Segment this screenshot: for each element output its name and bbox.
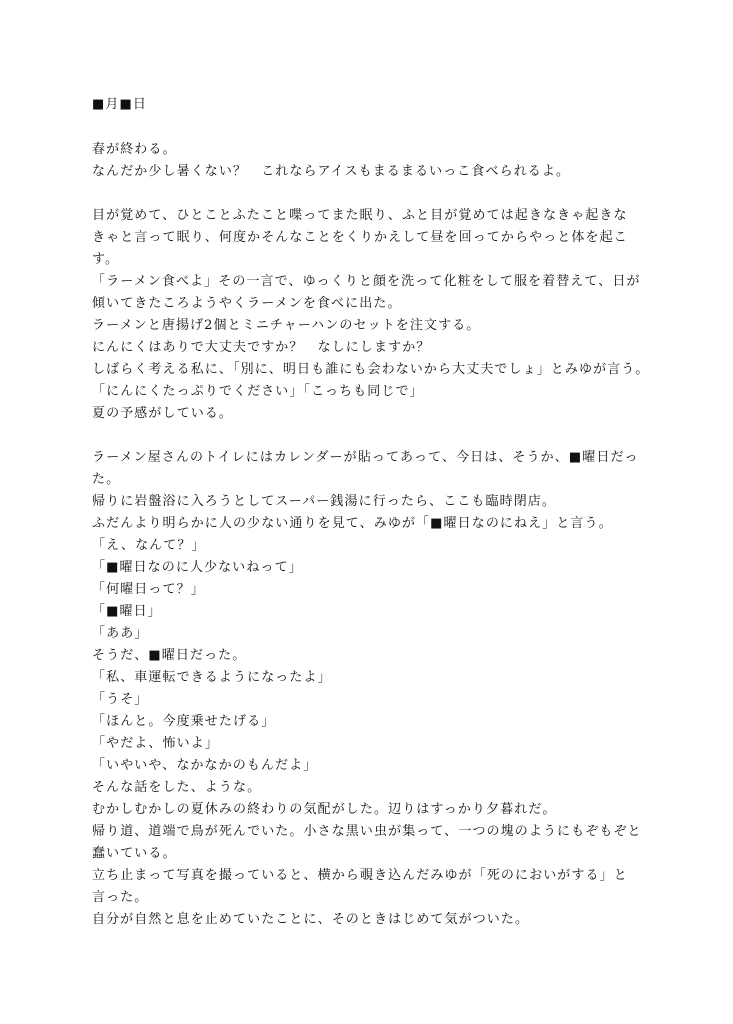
text-line: 「にんにくたっぷりでください」「こっちも同じで」	[92, 384, 424, 399]
text-line: 「■曜日なのに人少ないねって」	[92, 560, 303, 575]
text-line: ふだんより明らかに人の少ない通りを見て、みゆが「■曜日なのにねえ」と言う。	[92, 516, 613, 531]
text-line: きゃと言って眠り、何度かそんなことをくりかえして昼を回ってからやっと体を起こ	[92, 230, 628, 245]
text-line: 「ほんと。今度乗せたげる」	[92, 714, 276, 729]
text-line: 「いやいや、なかなかのもんだよ」	[92, 758, 318, 773]
text-line: しばらく考える私に、「別に、明日も誰にも会わないから大丈夫でしょ」とみゆが言う。	[92, 362, 650, 377]
text-line: 「何曜日って？」	[92, 582, 205, 597]
text-line: 蠢いている。	[92, 846, 177, 861]
text-line: 目が覚めて、ひとことふたこと喋ってまた眠り、ふと目が覚めては起きなきゃ起きな	[92, 208, 628, 223]
text-line: 春が終わる。	[92, 142, 177, 157]
text-line: むかしむかしの夏休みの終わりの気配がした。辺りはすっかり夕暮れだ。	[92, 802, 557, 817]
text-line: す。	[92, 252, 120, 267]
text-line: 「ラーメン食べよ」その一言で、ゆっくりと顔を洗って化粧をして服を着替えて、日が	[92, 274, 641, 289]
text-line: 自分が自然と息を止めていたことに、そのときはじめて気がついた。	[92, 912, 530, 927]
text-line: ラーメン屋さんのトイレにはカレンダーが貼ってあって、今日は、そうか、■曜日だっ	[92, 450, 639, 465]
text-line: 「うそ」	[92, 692, 149, 707]
text-line: 「■曜日」	[92, 604, 162, 619]
text-line: ラーメンと唐揚げ2個とミニチャーハンのセットを注文する。	[92, 318, 481, 333]
text-line: 帰り道、道端で鳥が死んでいた。小さな黒い虫が集って、一つの塊のようにもぞもぞと	[92, 824, 642, 839]
text-line: 立ち止まって写真を撮っていると、横から覗き込んだみゆが「死のにおいがする」と	[92, 868, 628, 883]
text-line: 帰りに岩盤浴に入ろうとしてスーパー銭湯に行ったら、ここも臨時閉店。	[92, 494, 557, 509]
text-line: 夏の予感がしている。	[92, 406, 234, 421]
text-line: 「ああ」	[92, 626, 149, 641]
text-line: 「私、車運転できるようになったよ」	[92, 670, 332, 685]
text-line: 「やだよ、怖いよ」	[92, 736, 219, 751]
text-line: そんな話をした、ような。	[92, 780, 262, 795]
text-line: 「え、なんて？」	[92, 538, 206, 553]
text-line: そうだ、■曜日だった。	[92, 648, 247, 663]
text-line: なんだか少し暑くない？ これならアイスもまるまるいっこ食べられるよ。	[92, 164, 571, 179]
text-line: 言った。	[92, 890, 149, 905]
date-heading: ■月■日	[92, 97, 147, 112]
text-line: 傾いてきたころようやくラーメンを食べに出た。	[92, 296, 402, 311]
text-line: た。	[92, 472, 121, 487]
text-line: にんにくはありで大丈夫ですか？ なしにしますか？	[92, 340, 431, 355]
